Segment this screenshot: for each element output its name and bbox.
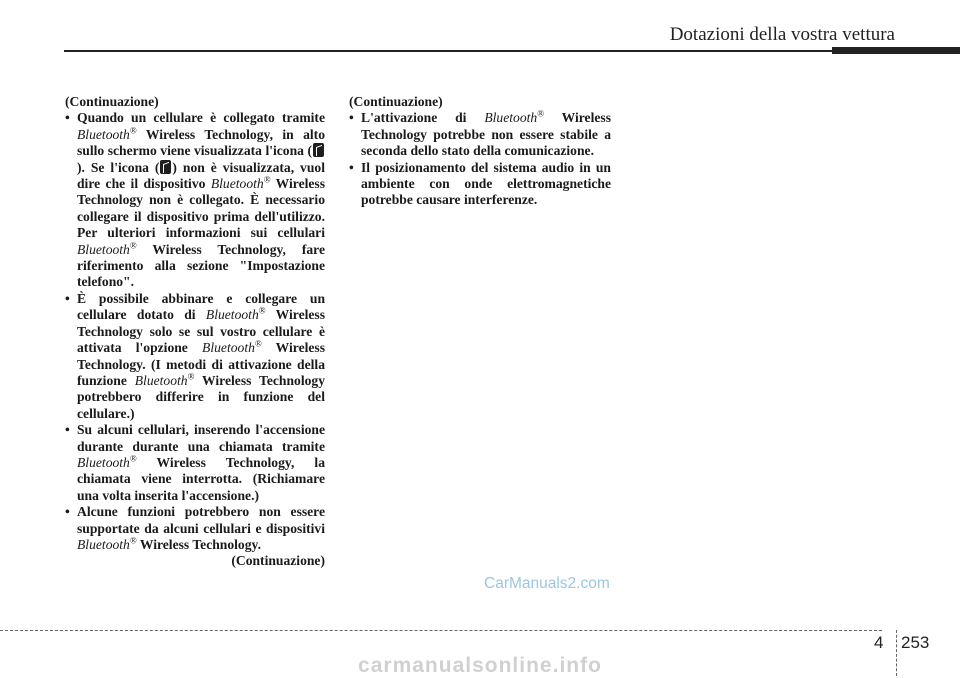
continued-label-bottom: (Continuazione) bbox=[231, 553, 325, 569]
bottom-watermark: carmanualsonline.info bbox=[358, 654, 602, 677]
header-rule bbox=[64, 50, 832, 52]
left-column bbox=[65, 94, 325, 570]
bullet-item: • È possibile abbinare e collegare un cellulare dotato di Bluetooth® Wireless Technology solo se sul vostro cellulare è attivata l'opzione Bluetooth® Wireless Technology. (I metodi di attivazione della funzione Bluetooth® Wireless Technology potrebbero differire in funzione del cellulare.) bbox=[65, 291, 325, 422]
right-column bbox=[349, 94, 611, 209]
watermark-link[interactable]: CarManuals2.com bbox=[484, 575, 610, 592]
page-number: 253 bbox=[901, 633, 930, 652]
bullet-item: • Quando un cellulare è collegato tramite Bluetooth® Wireless Technology, in alto sullo schermo viene visualizzata l'icona (). Se l'icona ( ) non è visualizzata, vuol dire che il dispositivo Bluetooth® Wireless Technology non è collegato. È necessario collegare il dispositivo prima dell'utilizzo. Per ulteriori informazioni sui cellulari Bluetooth® Wireless Technology, fare riferimento alla sezione "Impostazione telefono". bbox=[65, 110, 325, 290]
continued-label-top: (Continuazione) bbox=[65, 94, 159, 109]
bullet-item: • Alcune funzioni potrebbero non essere supportate da alcuni cellulari e dispositivi Bluetooth® Wireless Technology. bbox=[65, 504, 325, 553]
continued-label-top: (Continuazione) bbox=[349, 94, 443, 109]
page-header-title: Dotazioni della vostra vettura bbox=[669, 24, 895, 45]
bluetooth-connected-icon bbox=[313, 143, 324, 157]
footer-rule bbox=[0, 630, 882, 631]
chapter-number: 4 bbox=[874, 633, 884, 652]
bluetooth-connected-icon bbox=[160, 160, 171, 174]
bullet-item: • Su alcuni cellulari, inserendo l'accensione durante durante una chiamata tramite Bluetooth® Wireless Technology, la chiamata viene interrotta. (Richiamare una volta inserita l'accensione.) bbox=[65, 422, 325, 504]
header-bar bbox=[832, 47, 960, 54]
bullet-item: • Il posizionamento del sistema audio in un ambiente con onde elettromagnetiche potrebbe causare interferenze. bbox=[349, 160, 611, 209]
bullet-item: • L'attivazione di Bluetooth® Wireless Technology potrebbe non essere stabile a seconda dello stato della comunicazione. bbox=[349, 110, 611, 159]
